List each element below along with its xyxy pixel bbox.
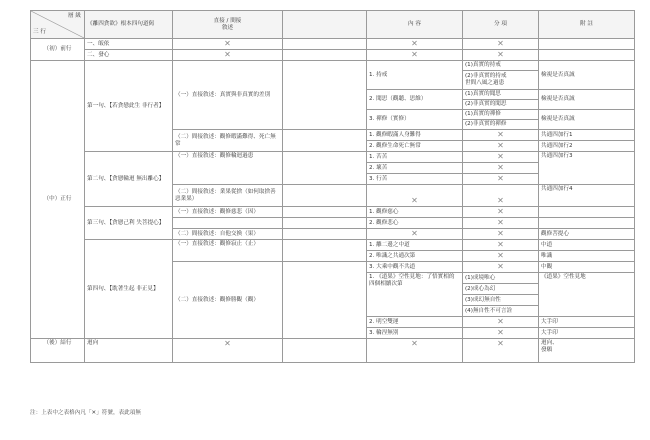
table-row <box>31 339 635 363</box>
s3-direct: （一）直接敘述：觀修慈悲（因） <box>173 207 283 218</box>
note-item: 共通四加行1 <box>539 130 635 141</box>
branch-item: (2)非真實的禪修 <box>463 120 539 130</box>
s4-content-3: 3. 大乘中觀不共道 <box>367 262 463 273</box>
note-item: 觀修菩提心 <box>539 229 635 240</box>
cell-bodhicitta: 二、發心 <box>85 50 173 61</box>
note-item: 迴向、 發願 <box>539 339 635 363</box>
header-blank <box>283 11 367 39</box>
x-mark: ✕ <box>173 50 283 61</box>
header-level-label: 層 級 <box>68 13 81 19</box>
s4-content-1: 1. 離二邊之中道 <box>367 240 463 251</box>
x-mark: ✕ <box>463 174 539 185</box>
header-row <box>31 11 635 39</box>
branch-item: (1)真實的禪修 <box>463 110 539 120</box>
x-mark: ✕ <box>463 163 539 174</box>
s2-content-1: 1. 苦苦 <box>367 152 463 163</box>
branch-item: (1)真實的持戒 <box>463 61 539 71</box>
x-mark: ✕ <box>463 229 539 240</box>
footnote: 注：上表中之表格內凡「✕」符號，表此項無 <box>30 410 141 416</box>
s1-content-1: 1. 持戒 <box>367 61 463 90</box>
table-row <box>31 39 635 50</box>
x-mark: ✕ <box>463 130 539 141</box>
note-item: 共通四加行4 <box>539 185 635 207</box>
x-mark: ✕ <box>173 39 283 50</box>
s4-content-4: 1. 《道果》空性見地：了悟實相的四個相續次第 <box>367 273 463 317</box>
s1-direct: （一）直接敘述：真實與非真實的差別 <box>173 61 283 130</box>
outline-table <box>30 10 635 363</box>
x-mark: ✕ <box>367 50 463 61</box>
table-row <box>31 152 635 163</box>
s3-indirect: （二）間接敘述：自他交換（果） <box>173 229 283 240</box>
x-mark: ✕ <box>173 339 283 363</box>
cell-dedication: 迴向 <box>85 339 173 363</box>
header-note: 附 註 <box>539 11 635 39</box>
s4-content-5: 2. 明空雙運 <box>367 317 463 328</box>
s3-content-2: 2. 觀修悲心 <box>367 218 463 229</box>
x-mark: ✕ <box>463 262 539 273</box>
x-mark: ✕ <box>463 185 539 207</box>
header-branch: 分 項 <box>463 11 539 39</box>
header-content: 內 容 <box>367 11 463 39</box>
s2-content-2: 2. 壞苦 <box>367 163 463 174</box>
header-three-phases-label: 三 行 <box>33 29 46 36</box>
sentence-1: 第一句、【若貪戀此生 非行者】 <box>85 61 173 152</box>
s4-shamatha: （一）直接敘述：觀修寂止（止） <box>173 240 283 262</box>
cell-refuge: 一、皈依 <box>85 39 173 50</box>
header-corner-cell <box>31 11 85 39</box>
s1-content-2: 2. 聞思（觀聽、思維） <box>367 90 463 110</box>
x-mark: ✕ <box>463 240 539 251</box>
branch-item: (1)成境唯心 <box>463 273 539 284</box>
header-type: 直接 / 間接 敘述 <box>173 11 283 39</box>
s4-content-6: 3. 輪涅無別 <box>367 328 463 339</box>
branch-item: (3)成幻無自性 <box>463 295 539 306</box>
sentence-4: 第四句、【耽著生起 非正見】 <box>85 240 173 339</box>
section-post: （後）結行 <box>31 339 85 363</box>
header-sentence: 《離四貪欲》根本四句道偈 <box>85 11 173 39</box>
note-item: 檢視是否真誠 <box>539 61 635 90</box>
note-item: 唯識 <box>539 251 635 262</box>
x-mark: ✕ <box>463 339 539 363</box>
s1-content-3: 3. 禪修（實修） <box>367 110 463 130</box>
section-main: （中）正行 <box>31 61 85 339</box>
table-row <box>31 50 635 61</box>
branch-item: (2)非真實的持戒 世間八風之過患 <box>463 71 539 90</box>
sentence-3: 第三句、【貪戀己利 失菩提心】 <box>85 207 173 240</box>
s3-content-1: 1. 觀修慈心 <box>367 207 463 218</box>
x-mark: ✕ <box>463 50 539 61</box>
note-item: 共通四加行2 <box>539 141 635 152</box>
note-item: 大手印 <box>539 317 635 328</box>
note-item: 檢視是否真誠 <box>539 110 635 130</box>
x-mark: ✕ <box>463 141 539 152</box>
document <box>30 10 634 416</box>
x-mark: ✕ <box>367 185 463 207</box>
x-mark: ✕ <box>463 317 539 328</box>
s2-indirect: （二）間接敘述：業果從捨（如何取捨善惡業果） <box>173 185 283 207</box>
x-mark: ✕ <box>367 39 463 50</box>
note-item: 《道果》空性見地 <box>539 273 635 317</box>
note-item: 共通四加行3 <box>539 152 635 185</box>
note-item: 大手印 <box>539 328 635 339</box>
table-row <box>31 240 635 251</box>
table-row <box>31 207 635 218</box>
s1-indirect: （二）間接敘述：觀修暇滿難得、死亡無常 <box>173 130 283 152</box>
x-mark: ✕ <box>463 207 539 218</box>
s4-vipashyana: （二）直接敘述：觀修勝觀（觀） <box>173 262 283 339</box>
x-mark: ✕ <box>367 229 463 240</box>
x-mark: ✕ <box>463 251 539 262</box>
branch-item: (4)無自性不可言詮 <box>463 306 539 317</box>
x-mark: ✕ <box>367 339 463 363</box>
s2-content-3: 3. 行苦 <box>367 174 463 185</box>
branch-item: (2)非真實的聞思 <box>463 100 539 110</box>
s2-direct: （一）直接敘述：觀修輪迴過患 <box>173 152 283 185</box>
s1-content-4: 1. 觀修暇滿人身難得 <box>367 130 463 141</box>
x-mark: ✕ <box>463 218 539 229</box>
s4-content-2: 2. 唯識之共通次第 <box>367 251 463 262</box>
x-mark: ✕ <box>463 39 539 50</box>
x-mark: ✕ <box>463 152 539 163</box>
note-item: 中觀 <box>539 262 635 273</box>
section-pre: （初）前行 <box>31 39 85 61</box>
table-row <box>31 61 635 71</box>
branch-item: (2)成心為幻 <box>463 284 539 295</box>
sentence-2: 第二句、【貪戀輪迴 無出離心】 <box>85 152 173 207</box>
note-item: 檢視是否真誠 <box>539 90 635 110</box>
x-mark: ✕ <box>463 328 539 339</box>
note-item: 中道 <box>539 240 635 251</box>
branch-item: (1)真實的聞思 <box>463 90 539 100</box>
s1-content-5: 2. 觀修生命死亡無常 <box>367 141 463 152</box>
